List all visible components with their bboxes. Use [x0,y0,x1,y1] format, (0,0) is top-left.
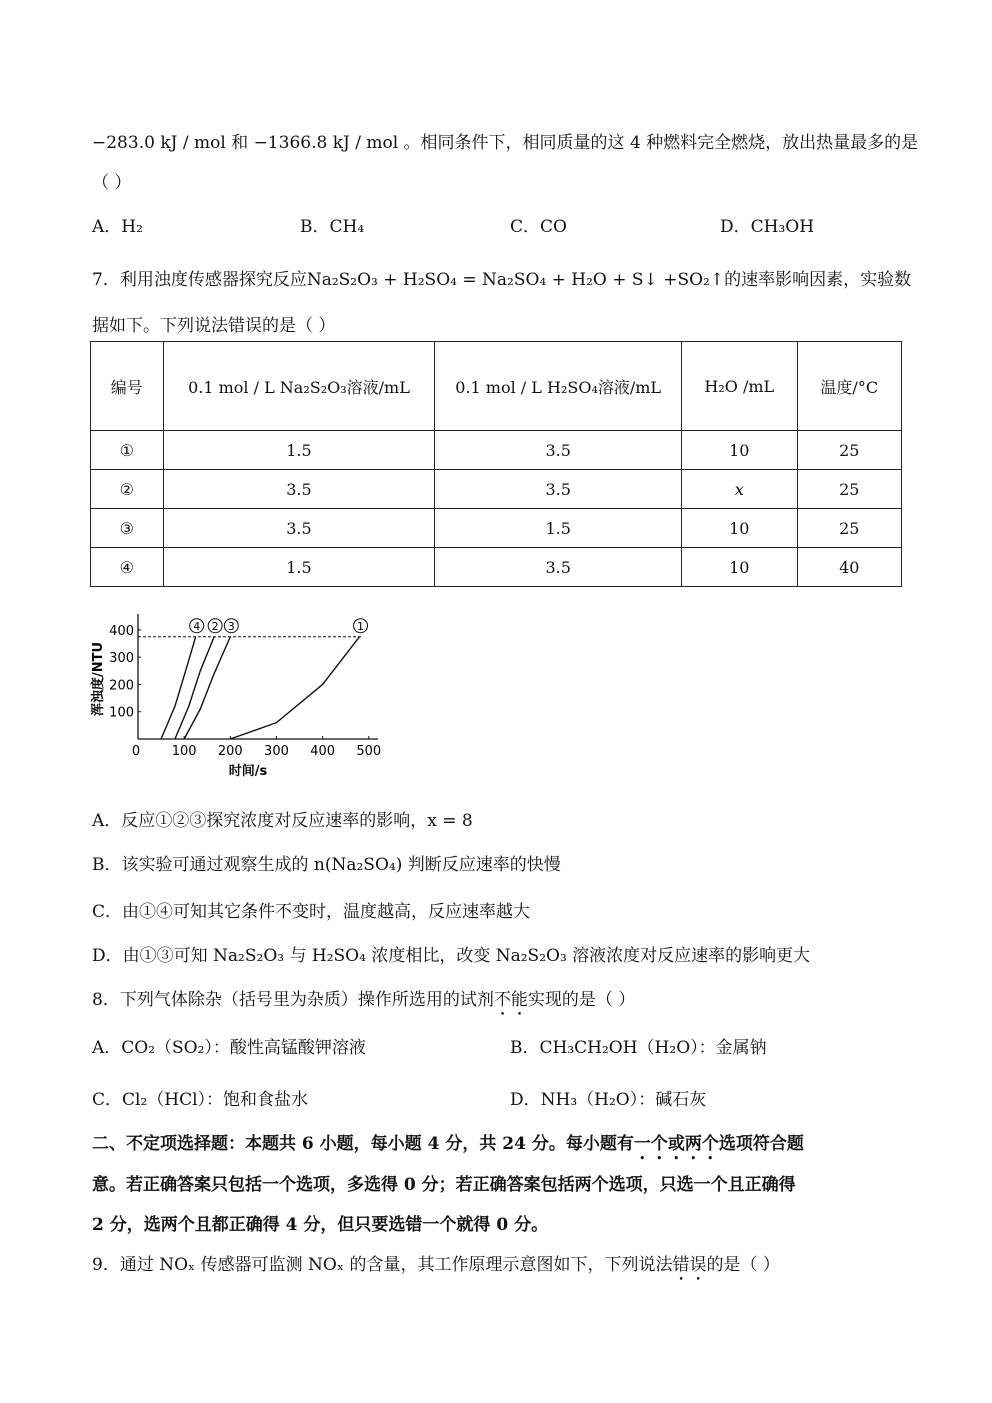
q8-stem-emphasis: 不能 [493,990,528,1010]
table-cell: ④ [91,548,164,587]
q9-stem [92,1250,780,1285]
header-h2so4: 0.1 mol / L H₂SO₄溶液/mL [435,342,682,431]
q6-blank: （ ） [92,173,132,193]
q8-option-d: D．NH₃（H₂O）：碱石灰 [510,1090,707,1110]
x-axis-label: 时间/s [228,764,268,779]
section2-text-c: 选项符合题 [718,1134,804,1154]
experiment-table [90,341,902,587]
table-row [91,509,902,548]
table-cell: 1.5 [163,548,435,587]
q7-stem-line2: 据如下。下列说法错误的是（ ） [92,316,336,336]
q7-stem-suffix: 的速率影响因素，实验数 [724,270,912,290]
q8-option-c: C．Cl₂（HCl）：饱和食盐水 [92,1090,309,1110]
x-tick-label: 400 [310,744,336,759]
q7-option-c: C．由①④可知其它条件不变时，温度越高，反应速率越大 [92,902,531,922]
table-cell: 1.5 [163,431,435,470]
q7-stem-prefix: 7．利用浊度传感器探究反应 [92,270,307,290]
table-cell: 3.5 [435,548,682,587]
q7-option-d: D．由①③可知 Na₂S₂O₃ 与 H₂SO₄ 浓度相比，改变 Na₂S₂O₃ 溶液浓度对反应速率的影响更大 [92,946,811,966]
table-row [91,470,902,509]
q7-equation: Na₂S₂O₃ + H₂SO₄ = Na₂SO₄ + H₂O + S↓ +SO₂↑ [306,270,725,290]
table-cell: ③ [91,509,164,548]
header-water: H₂O /mL [682,342,797,431]
series-label: 4 [193,620,201,634]
turbidity-chart [88,612,388,787]
table-cell: 3.5 [435,431,682,470]
q8-option-b: B．CH₃CH₂OH（H₂O）：金属钠 [510,1038,767,1058]
y-axis-label: 浑浊度/NTU [91,641,106,717]
x-tick-label: 100 [171,744,197,759]
table-cell: 1.5 [435,509,682,548]
table-cell: 25 [797,431,902,470]
table-row [91,431,902,470]
section2-text-a: 二、不定项选择题：本题共 6 小题，每小题 4 分，共 24 分。每小题有 [92,1134,634,1154]
table-cell: 25 [797,470,902,509]
series-label: 2 [211,620,219,634]
section2-emphasis: 一个或两个 [633,1134,719,1154]
table-cell: x [682,470,797,509]
header-na2s2o3: 0.1 mol / L Na₂S₂O₃溶液/mL [163,342,435,431]
y-tick-label: 300 [109,651,134,667]
table-cell: 40 [797,548,902,587]
series-label: 3 [227,620,235,634]
section2-line2: 意。若正确答案只包括一个选项，多选得 0 分；若正确答案包括两个选项，只选一个且正确得 [92,1175,796,1195]
q9-stem-a: 9．通过 NOₓ 传感器可监测 NOₓ 的含量，其工作原理示意图如下，下列说法 [92,1255,673,1275]
x-tick-label: 0 [131,744,141,759]
q6-option-b: B．CH₄ [300,217,365,237]
q8-option-a: A．CO₂（SO₂）：酸性高锰酸钾溶液 [92,1038,366,1058]
q7-stem-line1 [92,265,911,290]
series-curve [230,637,359,739]
q8-stem-text: 8．下列气体除杂（括号里为杂质）操作所选用的试剂 [92,990,494,1010]
q9-stem-emphasis: 错误 [672,1255,707,1275]
q8-stem-end: 实现的是（ ） [527,990,636,1010]
header-temperature: 温度/°C [797,342,902,431]
table-header-row [91,342,902,431]
q7-option-b: B．该实验可通过观察生成的 n(Na₂SO₄) 判断反应速率的快慢 [92,855,561,875]
table-cell: ② [91,470,164,509]
table-cell: 3.5 [163,509,435,548]
table-cell: 3.5 [163,470,435,509]
table-row [91,548,902,587]
y-tick-label: 400 [109,623,134,639]
table-cell: 10 [682,431,797,470]
y-tick-label: 200 [109,678,134,694]
q9-stem-b: 的是（ ） [706,1255,780,1275]
q8-stem [92,985,635,1020]
x-tick-label: 200 [217,744,243,759]
q7-option-a: A．反应①②③探究浓度对反应速率的影响，x = 8 [92,811,473,831]
series-curve [161,637,196,739]
section2-line1 [92,1129,804,1164]
x-tick-label: 500 [356,744,382,759]
section2-line3: 2 分，选两个且都正确得 4 分，但只要选错一个就得 0 分。 [92,1215,549,1235]
q6-stem-line: −283.0 kJ / mol 和 −1366.8 kJ / mol 。相同条件下，相同质量的这 4 种燃料完全燃烧，放出热量最多的是 [92,133,919,153]
header-number: 编号 [91,342,164,431]
table-cell: 3.5 [435,470,682,509]
x-tick-label: 300 [264,744,289,759]
table-cell: 25 [797,509,902,548]
series-label: 1 [357,620,365,634]
y-tick-label: 100 [109,705,134,721]
table-cell: 10 [682,548,797,587]
q6-option-c: C．CO [510,217,567,237]
table-cell: ① [91,431,164,470]
q6-option-a: A．H₂ [92,217,143,237]
q6-option-d: D．CH₃OH [720,217,815,237]
table-cell: 10 [682,509,797,548]
